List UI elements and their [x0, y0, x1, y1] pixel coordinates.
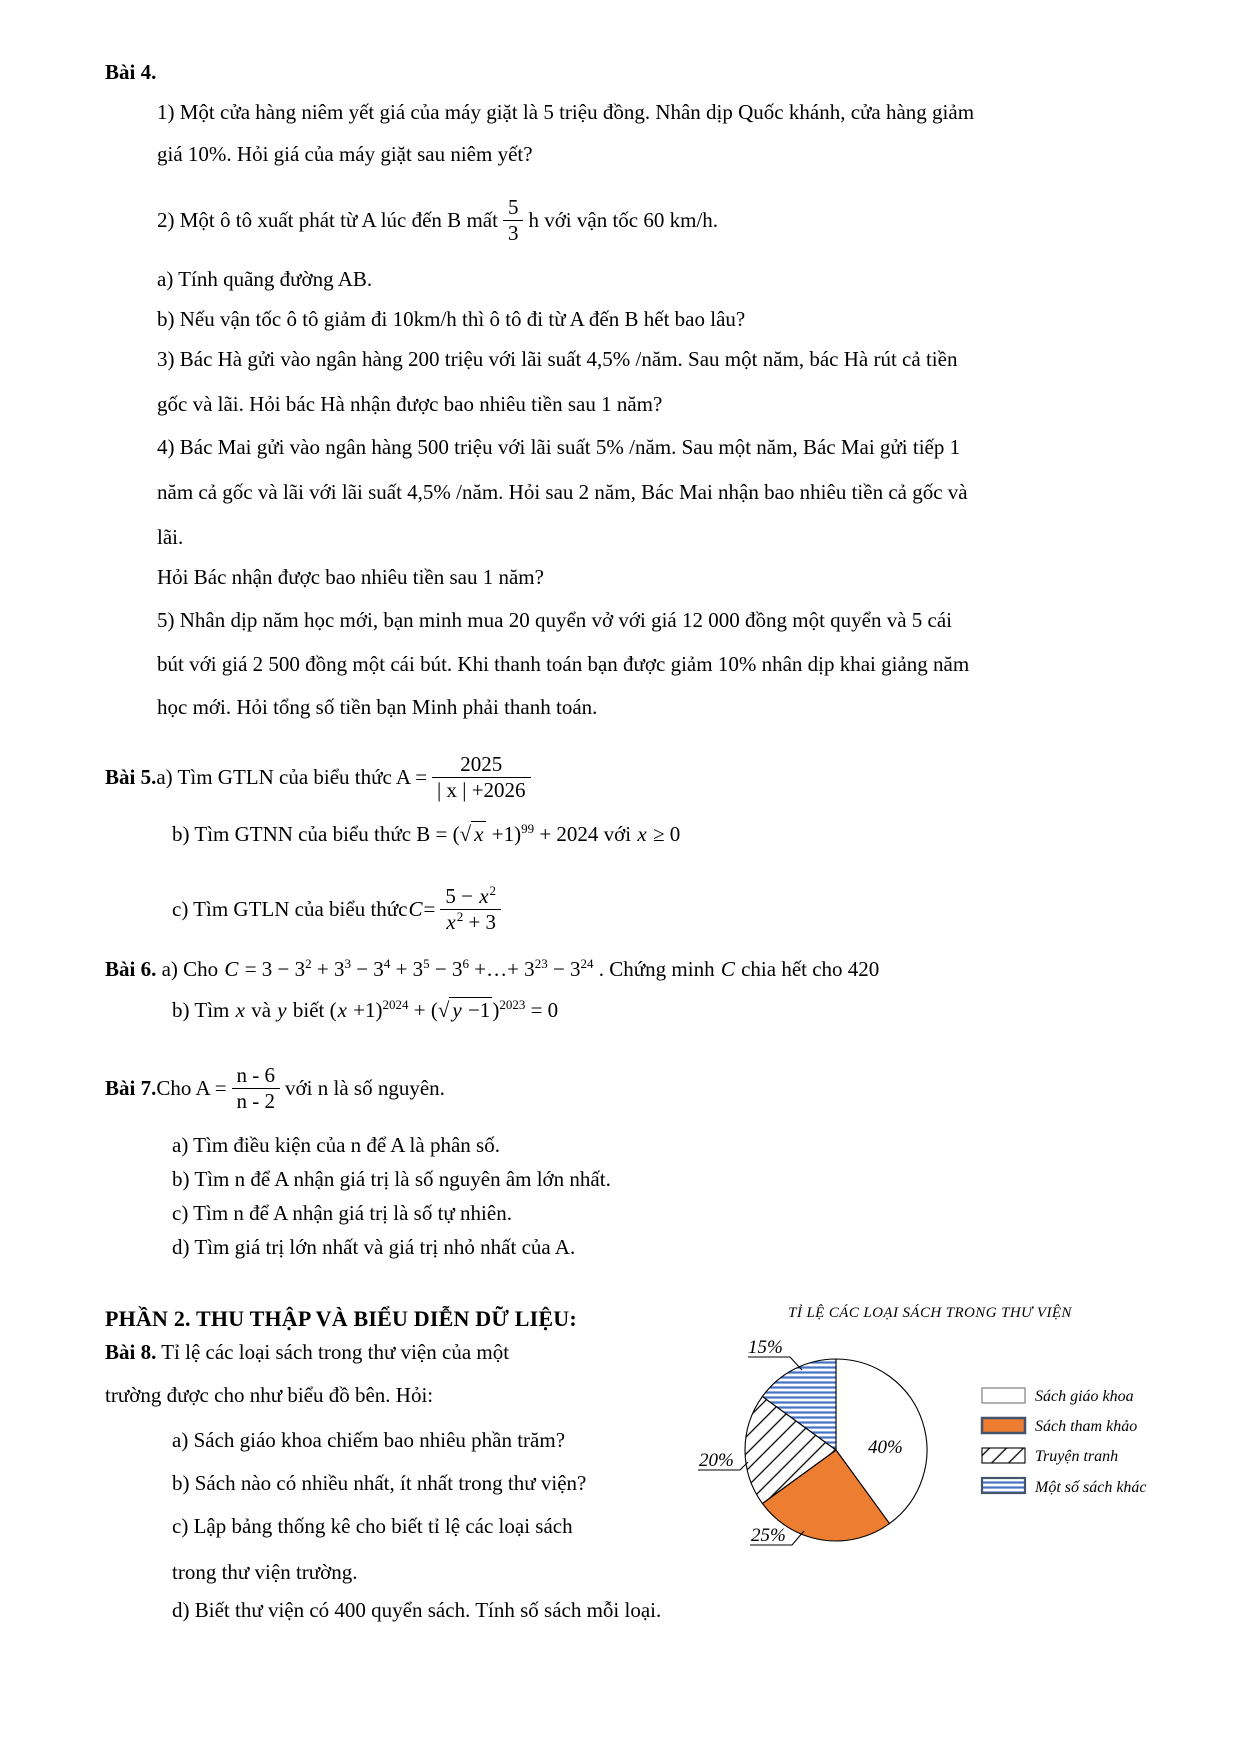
bai8-intro-line1: Bài 8. Tỉ lệ các loại sách trong thư viện của một: [105, 1340, 510, 1364]
bai8-item-c-line1: c) Lập bảng thống kê cho biết tỉ lệ các loại sách: [172, 1514, 573, 1538]
bai4-item4-question: Hỏi Bác nhận được bao nhiêu tiền sau 1 năm?: [157, 565, 544, 589]
bai6-item-a: Bài 6. a) Cho $C = 3 - 3^2 + 3^3 - 3^4 + 3^5 - 3^6$ +…+ $3^{23} - 3^{24}$ . Chứng minh C chia hết cho 420: [105, 956, 880, 981]
bai8-item-d: d) Biết thư viện có 400 quyển sách. Tính số sách mỗi loại.: [172, 1598, 662, 1622]
bai4-item1-line2: giá 10%. Hỏi giá của máy giặt sau niêm yết?: [157, 142, 533, 166]
bai5-item-a: Bài 5. a) Tìm GTLN của biểu thức A = $\frac{2025}{| x | +2026}$: [105, 752, 536, 803]
bai8-item-c-line2: trong thư viện trường.: [172, 1560, 358, 1584]
legend: [982, 1388, 1147, 1496]
pct-label-40: 40%: [868, 1437, 903, 1458]
bai4-heading: Bài 4.: [105, 60, 157, 84]
leader-line-15: [748, 1357, 802, 1370]
bai4-item5-line2: bút với giá 2 500 đồng một cái bút. Khi thanh toán bạn được giảm 10% nhân dịp khai giảng năm: [157, 652, 970, 676]
bai5-item-c: c) Tìm GTLN của biểu thức C = $\frac{5 - x^2}{x^2 + 3}$: [172, 884, 506, 935]
legend-label-sach-tham-khao: Sách tham khảo: [1035, 1418, 1138, 1435]
legend-label-sach-giao-khoa: Sách giáo khoa: [1035, 1388, 1134, 1405]
legend-swatch-sach-tham-khao: [982, 1418, 1025, 1433]
legend-label-mot-so-sach-khac: Một số sách khác: [1035, 1479, 1147, 1496]
bai4-item5-line1: 5) Nhân dịp năm học mới, bạn minh mua 20 quyển vở với giá 12 000 đồng một quyển và 5 cái: [157, 608, 953, 632]
bai7-item-d: d) Tìm giá trị lớn nhất và giá trị nhỏ nhất của A.: [172, 1235, 576, 1259]
bai4-item3-line2: gốc và lãi. Hỏi bác Hà nhận được bao nhiêu tiền sau 1 năm?: [157, 392, 663, 416]
bai4-item4-line3: lãi.: [157, 525, 184, 549]
bai5-item-b: b) Tìm GTNN của biểu thức B = (√ x +1)$^{99}$ + 2024 với x ≥ 0: [172, 821, 681, 846]
bai4-item5-line3: học mới. Hỏi tổng số tiền bạn Minh phải thanh toán.: [157, 695, 598, 719]
legend-swatch-truyen-tranh: [982, 1448, 1025, 1463]
bai7-item-b: b) Tìm n để A nhận giá trị là số nguyên âm lớn nhất.: [172, 1167, 611, 1191]
pct-label-25: 25%: [751, 1525, 786, 1546]
bai8-item-a: a) Sách giáo khoa chiếm bao nhiêu phần trăm?: [172, 1428, 566, 1452]
pie-chart-svg: [620, 1300, 1240, 1600]
legend-swatch-sach-giao-khoa: [982, 1388, 1025, 1403]
bai7-item-a: a) Tìm điều kiện của n để A là phân số.: [172, 1133, 500, 1157]
pie-chart: [620, 1300, 1241, 1610]
bai7-item-c: c) Tìm n để A nhận giá trị là số tự nhiên.: [172, 1201, 512, 1225]
legend-label-truyen-tranh: Truyện tranh: [1035, 1448, 1119, 1465]
bai8-intro-line2: trường được cho như biểu đồ bên. Hỏi:: [105, 1383, 434, 1407]
pct-label-15: 15%: [748, 1337, 783, 1358]
pct-label-20: 20%: [699, 1450, 734, 1471]
bai4-item2b: b) Nếu vận tốc ô tô giảm đi 10km/h thì ô tô đi từ A đến B hết bao lâu?: [157, 307, 746, 331]
bai4-item2a: a) Tính quãng đường AB.: [157, 267, 373, 291]
bai4-item3-line1: 3) Bác Hà gửi vào ngân hàng 200 triệu với lãi suất 4,5% /năm. Sau một năm, bác Hà rút cả tiền: [157, 347, 958, 371]
legend-swatch-mot-so-sach-khac: [982, 1478, 1025, 1493]
bai4-item2-formula: 2) Một ô tô xuất phát từ A lúc đến B mất $\frac{5}{3}$ h với vận tốc 60 km/h.: [157, 195, 719, 245]
phan2-heading: PHẦN 2. THU THẬP VÀ BIỂU DIỄN DỮ LIỆU:: [105, 1306, 577, 1331]
bai7-intro: Bài 7. Cho A = $\frac{n - 6}{n - 2}$ với n là số nguyên.: [105, 1063, 445, 1113]
chart-title: TỈ LỆ CÁC LOẠI SÁCH TRONG THƯ VIỆN: [788, 1305, 1072, 1321]
bai4-item4-line2: năm cả gốc và lãi với lãi suất 4,5% /năm. Hỏi sau 2 năm, Bác Mai nhận bao nhiêu tiền cả gốc và: [157, 480, 968, 504]
bai4-item1-line1: 1) Một cửa hàng niêm yết giá của máy giặt là 5 triệu đồng. Nhân dịp Quốc khánh, cửa hàng giảm: [157, 100, 975, 124]
bai4-item4-line1: 4) Bác Mai gửi vào ngân hàng 500 triệu với lãi suất 5% /năm. Sau một năm, Bác Mai gửi tiếp 1: [157, 435, 961, 459]
bai8-item-b: b) Sách nào có nhiều nhất, ít nhất trong thư viện?: [172, 1471, 587, 1495]
bai6-item-b: b) Tìm x và y biết $(x +1)^{2024}$ + (√ y −1)$^{2023}$ = 0: [172, 997, 559, 1022]
